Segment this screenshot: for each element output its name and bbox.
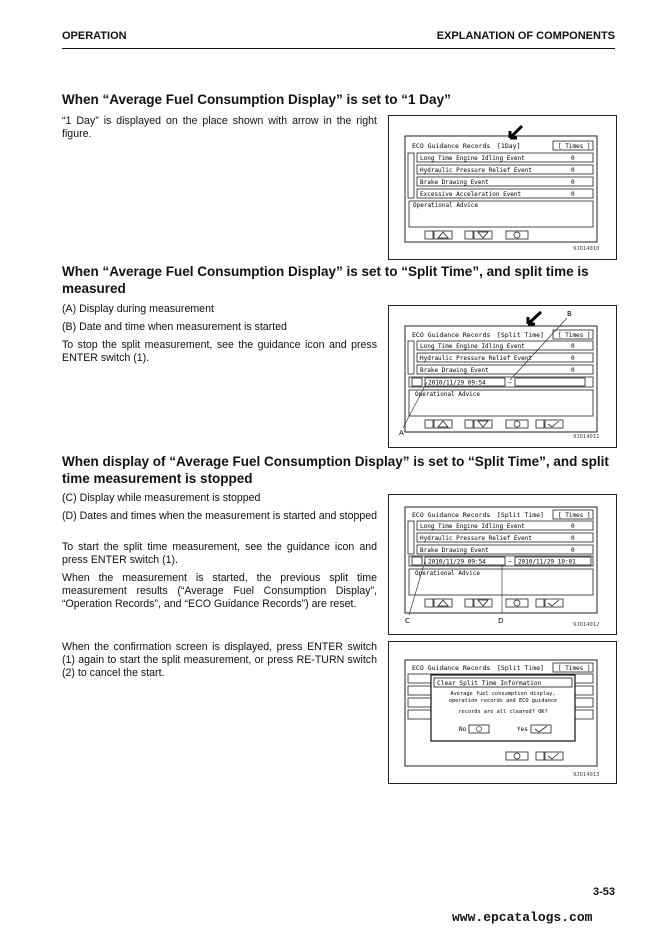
mode-tag: [1Day] <box>497 142 521 150</box>
dialog-no-label: No <box>459 726 467 733</box>
row-2-value: 0 <box>571 355 575 362</box>
row-3-label: Brake Drawing Event <box>420 367 489 374</box>
row-3-label: Brake Drawing Event <box>420 547 489 554</box>
section-3-paragraph-2: (D) Dates and times when the measurement is started and stopped <box>62 510 378 522</box>
section-3-paragraph-3: To start the split time measurement, see the guidance icon and press ENTER switch (1). <box>62 541 377 566</box>
callout-a: A <box>399 429 404 437</box>
times-header: [ Times ] <box>558 143 591 150</box>
mode-tag: [Split Time] <box>497 511 544 519</box>
row-2-value: 0 <box>571 167 575 174</box>
figure-code: 9JD14011 <box>573 434 600 440</box>
header-left: OPERATION <box>62 30 127 42</box>
figure-4 <box>388 641 617 784</box>
dialog-yes-label: Yes <box>517 726 528 733</box>
callout-c: C <box>405 617 410 625</box>
row-3-value: 0 <box>571 547 575 554</box>
watermark: www.epcatalogs.com <box>452 910 593 925</box>
page-number: 3-53 <box>592 886 615 898</box>
dialog-text-1: Average fuel consumption display, <box>450 691 556 697</box>
split-end: 2010/11/29 10:01 <box>518 558 576 566</box>
row-2-label: Hydraulic Pressure Relief Event <box>420 355 532 362</box>
row-1-label: Long Time Engine Idling Event <box>420 343 525 350</box>
row-3-value: 0 <box>571 367 575 374</box>
page-header <box>62 30 615 49</box>
split-dash: – <box>508 558 512 566</box>
header-right: EXPLANATION OF COMPONENTS <box>436 30 615 42</box>
times-header: [ Times ] <box>558 665 591 672</box>
times-header: [ Times ] <box>558 332 591 339</box>
advice-label: Operational Advice <box>415 391 481 398</box>
section-1-title: When “Average Fuel Consumption Display” is set to “1 Day” <box>62 92 451 107</box>
section-1-paragraph-1: “1 Day” is displayed on the place shown with arrow in the right figure. <box>62 115 377 140</box>
row-2-label: Hydraulic Pressure Relief Event <box>420 167 532 174</box>
mode-tag: [Split Time] <box>497 664 544 672</box>
figure-2 <box>388 305 617 448</box>
row-2-value: 0 <box>571 535 575 542</box>
screen-title: ECO Guidance Records <box>412 511 491 519</box>
dialog-text-2: operation records and ECO guidance <box>448 698 558 704</box>
figure-3 <box>388 494 617 635</box>
times-header: [ Times ] <box>558 512 591 519</box>
split-start: 2010/11/29 09:54 <box>428 379 486 387</box>
screen-title: ECO Guidance Records <box>412 331 491 339</box>
dialog-text-3: records are all cleared? OK? <box>458 709 548 715</box>
row-4-label: Excessive Acceleration Event <box>420 191 522 198</box>
section-2-title: When “Average Fuel Consumption Display” is set to “Split Time”, and split time is measured <box>62 264 589 296</box>
row-1-value: 0 <box>571 343 575 350</box>
section-3-paragraph-4: When the measurement is started, the previous split time measurement results (“Average Fuel Consumption Display”, “Operation Records”, and “ECO Guidance Records”) are reset. <box>62 572 377 610</box>
callout-d: D <box>498 617 504 625</box>
row-1-label: Long Time Engine Idling Event <box>420 523 525 530</box>
split-dash: – <box>508 379 512 387</box>
row-1-value: 0 <box>571 523 575 530</box>
section-2-paragraph-1: (A) Display during measurement <box>62 303 214 315</box>
section-2-paragraph-2: (B) Date and time when measurement is started <box>62 321 287 333</box>
callout-b: B <box>567 310 572 318</box>
clear-dialog <box>431 675 575 741</box>
row-2-label: Hydraulic Pressure Relief Event <box>420 535 532 542</box>
section-3-title: When display of “Average Fuel Consumption Display” is set to “Split Time”, and split time measurement is stopped <box>62 454 609 486</box>
arrow-icon <box>528 312 541 324</box>
row-3-value: 0 <box>571 179 575 186</box>
figure-code: 9JD14010 <box>573 246 600 252</box>
split-start: 2010/11/29 09:54 <box>428 558 486 566</box>
figure-code: 9JD14012 <box>573 622 600 628</box>
row-4-value: 0 <box>571 191 575 198</box>
figure-code: 9JD14013 <box>573 772 600 778</box>
row-1-value: 0 <box>571 155 575 162</box>
section-3-paragraph-1: (C) Display while measurement is stopped <box>62 492 261 504</box>
screen-title: ECO Guidance Records <box>412 142 491 150</box>
row-1-label: Long Time Engine Idling Event <box>420 155 525 162</box>
advice-label: Operational Advice <box>415 570 481 577</box>
section-4-paragraph-1: When the confirmation screen is displayed, press ENTER switch (1) again to start the split measurement, or press RE-TURN switch (2) to cancel the start. <box>62 641 377 679</box>
advice-label: Operational Advice <box>413 202 479 209</box>
mode-tag: [Split Time] <box>497 331 544 339</box>
figure-1 <box>388 115 617 260</box>
screen-title: ECO Guidance Records <box>412 664 491 672</box>
section-2-paragraph-3: To stop the split measurement, see the guidance icon and press ENTER switch (1). <box>62 339 377 364</box>
row-3-label: Brake Drawing Event <box>420 179 489 186</box>
dialog-title: Clear Split Time Information <box>437 680 542 687</box>
